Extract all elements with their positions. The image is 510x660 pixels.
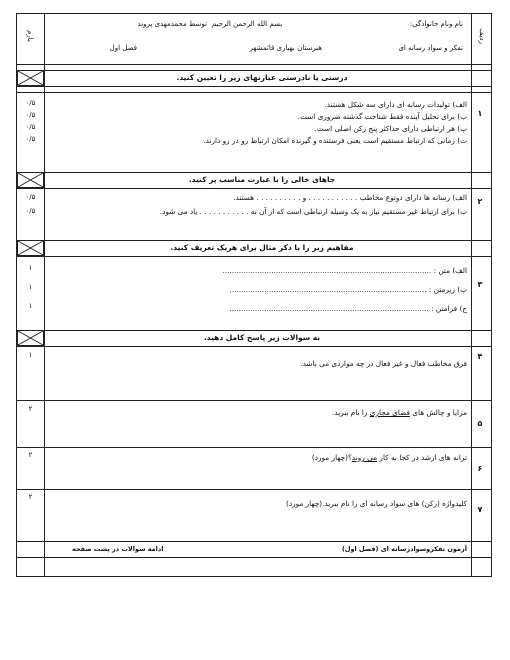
- crossed-cell: [17, 240, 44, 256]
- q1-score-d: ۰/۵: [25, 135, 36, 143]
- row-header: ردیف: [478, 28, 486, 44]
- q3-score-c: ۱: [28, 302, 33, 310]
- q3-score-a: ۱: [28, 264, 33, 272]
- section-rule: [17, 172, 491, 173]
- question-2-number: ۲: [477, 197, 483, 206]
- q6-text-part: ؟(چهار مورد): [311, 453, 352, 462]
- basmala: بسم الله الرحمن الرحیم: [211, 20, 283, 28]
- footer-exam-title: آزمون تفکروسوادرسانه ای (فصل اول): [341, 545, 467, 553]
- crossed-cell: [17, 172, 44, 188]
- score-header: بارم: [26, 30, 34, 42]
- question-1-number: ۱: [477, 109, 483, 118]
- q4-score: ۱: [28, 351, 33, 359]
- section-2-title: جاهای خالی را با عبارت مناسب پر کنید.: [188, 175, 336, 184]
- q1-item-c: پ) هر ارتباطی دارای حداکثر پنج رکن اصلی است.: [314, 124, 467, 133]
- question-rule: [17, 400, 491, 401]
- q7-score: ۲: [28, 493, 33, 501]
- q1-item-d: ت) زمانی که ارتباط مستقیم است یعنی فرستنده و گیرنده امکان ارتباط رو در رو دارند.: [203, 136, 467, 145]
- header-divider: [17, 64, 491, 65]
- section-rule: [17, 330, 491, 331]
- q5-text: [57, 407, 467, 419]
- q2-score-b: ۰/۵: [25, 207, 36, 215]
- q3-item-b: ب) زیرمتن : .....................................................................................: [229, 285, 467, 294]
- q2-score-a: ۰/۵: [25, 193, 36, 201]
- section-rule: [17, 70, 491, 71]
- section-rule: [17, 240, 491, 241]
- section-rule: [17, 92, 491, 93]
- q1-score-c: ۰/۵: [25, 123, 36, 131]
- q5-text-part: مزایا و چالش های: [409, 408, 467, 417]
- q1-item-a: الف) تولیدات رسانه ای دارای سه شکل هستند.: [324, 100, 467, 109]
- term-label: فصل اول: [109, 44, 137, 52]
- question-rule: [17, 489, 491, 490]
- question-rule: [17, 447, 491, 448]
- question-7-number: ۷: [477, 505, 483, 514]
- exam-sheet: [16, 13, 492, 577]
- number-column-divider: [471, 14, 472, 576]
- section-1-title: درستی یا نادرستی عبارتهای زیر را تعیین کنید.: [176, 73, 348, 82]
- author-credit: توسط محمدمهدی پروند: [137, 20, 207, 28]
- q1-item-b: ب) برای تحلیل آینده فقط شناخت گذشته ضروری است.: [297, 112, 467, 121]
- q3-score-b: ۱: [28, 283, 33, 291]
- subject-label: تفکر و سواد رسانه ای: [398, 44, 463, 52]
- q6-underlined-term: می روند: [351, 453, 378, 462]
- q4-text: فرق مخاطب فعال و غیر فعال در چه مواردی می باشد.: [300, 359, 467, 368]
- question-4-number: ۴: [477, 352, 483, 361]
- q3-item-a: الف) متن : ..........................................................................................: [222, 266, 467, 275]
- q2-item-a: الف) رسانه ها دارای دونوع مخاطب . . . . . . . . . . . و . . . . . . . . . . هستند.: [233, 193, 467, 202]
- crossed-cell: [17, 70, 44, 86]
- footer-rule: [17, 557, 491, 558]
- q2-item-b: ب) برای ارتباط غیر مستقیم نیاز به یک وسیله ارتباطی است که از آن به . . . . . . . . . . . یاد می شود.: [159, 207, 467, 216]
- student-name-field: نام ونام خانوادگی:: [409, 20, 463, 28]
- school-name: هنرستان بهیاری قائمشهر: [249, 44, 322, 52]
- section-rule: [17, 86, 491, 87]
- section-4-title: به سوالات زیر پاسخ کامل دهید.: [203, 333, 321, 342]
- section-rule: [17, 346, 491, 347]
- q7-text: کلیدواژه (رکن) های سواد رسانه ای را نام ببرید.(چهار مورد): [286, 499, 467, 508]
- crossed-cell: [17, 330, 44, 346]
- q5-underlined-term: فضای مجازی: [369, 408, 410, 417]
- score-column-divider: [44, 14, 45, 576]
- q6-text: [57, 452, 467, 464]
- question-3-number: ۳: [477, 280, 483, 289]
- q1-score-b: ۰/۵: [25, 111, 36, 119]
- q6-text-part: ترانه های ارشد در کجا به کار: [377, 453, 467, 462]
- q1-score-a: ۰/۵: [25, 99, 36, 107]
- question-6-number: ۶: [477, 464, 483, 473]
- q6-score: ۲: [28, 451, 33, 459]
- question-5-number: ۵: [477, 419, 483, 428]
- q5-text-part: را نام ببرید.: [332, 408, 370, 417]
- section-rule: [17, 256, 491, 257]
- q5-score: ۲: [28, 405, 33, 413]
- q3-item-c: ج) فرامتن : ......................................................................................: [229, 304, 467, 313]
- footer-continue-note: ادامه سوالات در پشت صفحه: [72, 545, 164, 553]
- section-3-title: مفاهیم زیر را با ذکر مثال برای هریک تعریف کنید.: [170, 243, 354, 252]
- section-rule: [17, 188, 491, 189]
- question-rule: [17, 541, 491, 542]
